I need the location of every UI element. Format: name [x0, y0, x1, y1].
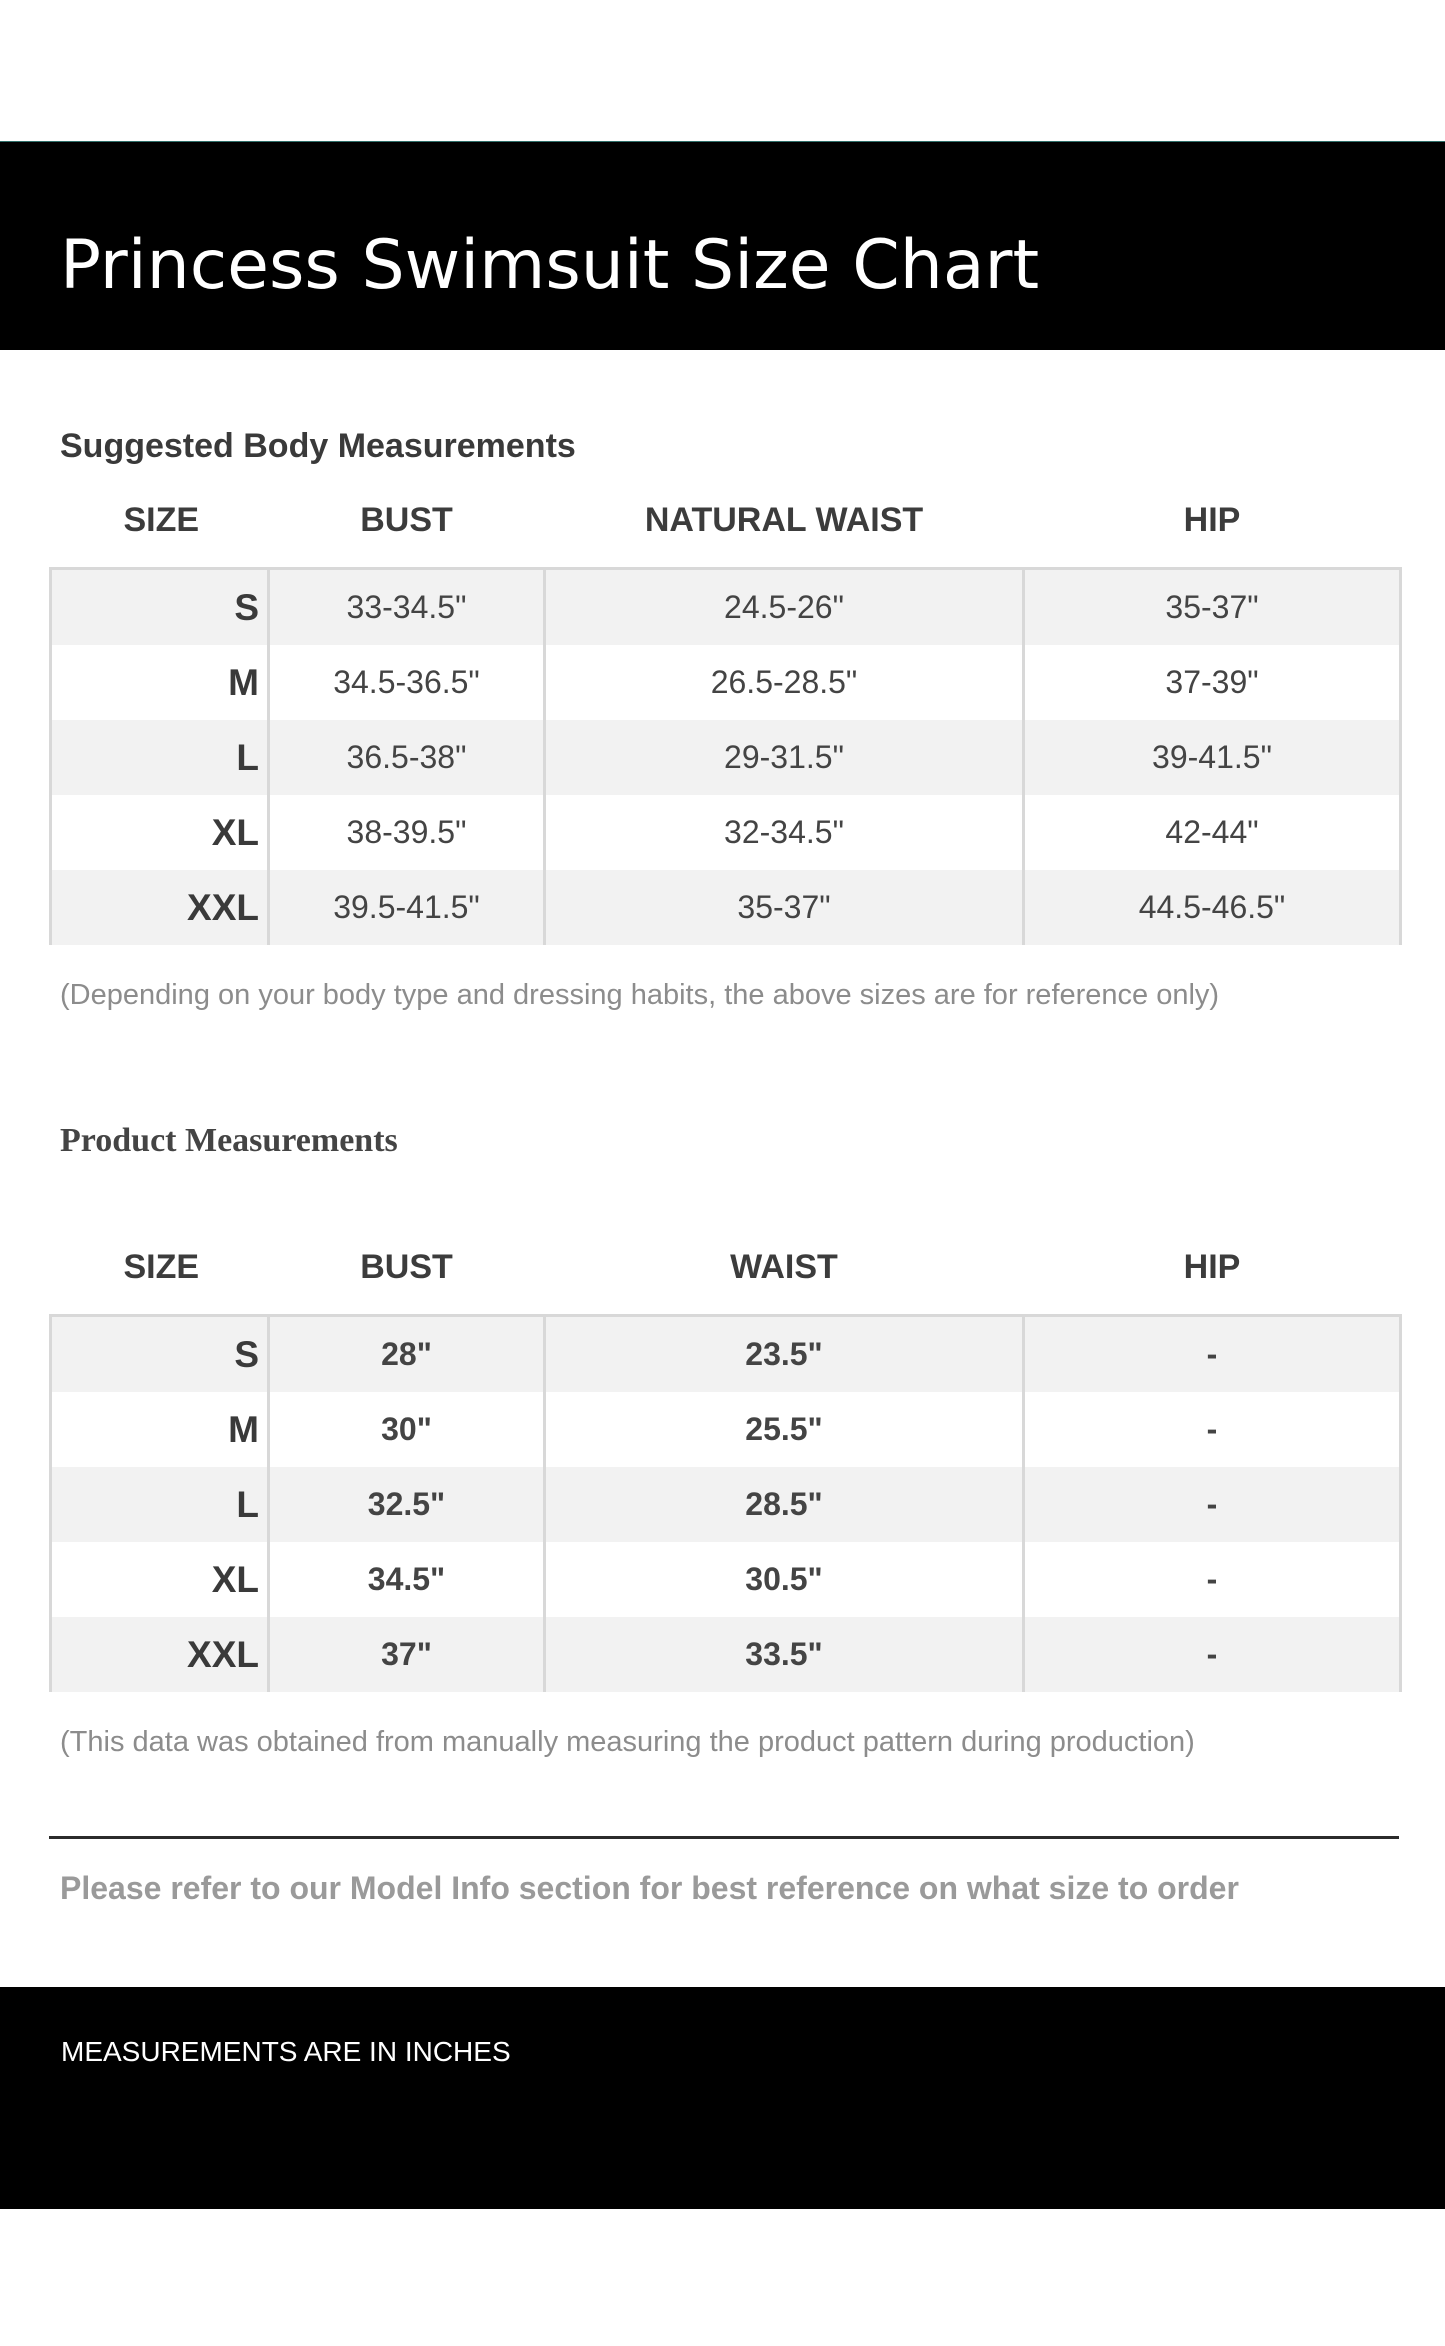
body-measurements-heading: Suggested Body Measurements [60, 427, 576, 465]
hip-cell: - [1024, 1542, 1401, 1617]
bust-cell: 32.5" [269, 1467, 545, 1542]
waist-cell: 29-31.5" [545, 720, 1024, 795]
bust-cell: 34.5" [269, 1542, 545, 1617]
column-header-hip: HIP [1024, 474, 1401, 569]
size-cell: M [51, 645, 269, 720]
waist-cell: 30.5" [545, 1542, 1024, 1617]
waist-cell: 28.5" [545, 1467, 1024, 1542]
bust-cell: 34.5-36.5" [269, 645, 545, 720]
column-header-bust: BUST [269, 1221, 545, 1316]
table-row [51, 870, 1401, 945]
hip-cell: - [1024, 1316, 1401, 1393]
size-cell: S [51, 569, 269, 646]
table-row [51, 1392, 1401, 1467]
bust-cell: 28" [269, 1316, 545, 1393]
table-row [51, 795, 1401, 870]
size-cell: L [51, 720, 269, 795]
size-cell: XL [51, 795, 269, 870]
size-cell: L [51, 1467, 269, 1542]
page-title: Princess Swimsuit Size Chart [60, 226, 1040, 305]
bust-cell: 33-34.5" [269, 569, 545, 646]
waist-cell: 25.5" [545, 1392, 1024, 1467]
waist-cell: 26.5-28.5" [545, 645, 1024, 720]
waist-cell: 24.5-26" [545, 569, 1024, 646]
product-measurements-heading: Product Measurements [60, 1122, 398, 1159]
hip-cell: 39-41.5" [1024, 720, 1401, 795]
column-header-waist: WAIST [545, 1221, 1024, 1316]
waist-cell: 23.5" [545, 1316, 1024, 1393]
table-row [51, 1617, 1401, 1692]
column-header-natural-waist: NATURAL WAIST [545, 474, 1024, 569]
body-measurements-table [49, 474, 1402, 945]
product-measurements-table [49, 1221, 1402, 1692]
size-cell: M [51, 1392, 269, 1467]
table-header-row [51, 1221, 1401, 1316]
product-measurements-note: (This data was obtained from manually measuring the product pattern during production) [60, 1726, 1195, 1758]
waist-cell: 33.5" [545, 1617, 1024, 1692]
hip-cell: - [1024, 1617, 1401, 1692]
bust-cell: 37" [269, 1617, 545, 1692]
bust-cell: 39.5-41.5" [269, 870, 545, 945]
body-measurements-note: (Depending on your body type and dressing habits, the above sizes are for reference only) [60, 979, 1220, 1011]
hip-cell: - [1024, 1392, 1401, 1467]
footer-banner [0, 1987, 1445, 2209]
table-row [51, 720, 1401, 795]
size-cell: XXL [51, 1617, 269, 1692]
table-row [51, 1542, 1401, 1617]
column-header-size: SIZE [51, 1221, 269, 1316]
size-cell: XXL [51, 870, 269, 945]
table-row [51, 569, 1401, 646]
waist-cell: 32-34.5" [545, 795, 1024, 870]
bust-cell: 36.5-38" [269, 720, 545, 795]
hip-cell: 37-39" [1024, 645, 1401, 720]
column-header-size: SIZE [51, 474, 269, 569]
table-row [51, 1316, 1401, 1393]
bust-cell: 38-39.5" [269, 795, 545, 870]
bust-cell: 30" [269, 1392, 545, 1467]
hip-cell: 42-44" [1024, 795, 1401, 870]
waist-cell: 35-37" [545, 870, 1024, 945]
size-cell: S [51, 1316, 269, 1393]
hip-cell: 44.5-46.5" [1024, 870, 1401, 945]
measurements-unit-note: MEASUREMENTS ARE IN INCHES [61, 2036, 511, 2067]
model-info-note: Please refer to our Model Info section for best reference on what size to order [60, 1870, 1239, 1906]
section-divider [49, 1836, 1399, 1839]
column-header-hip: HIP [1024, 1221, 1401, 1316]
table-row [51, 645, 1401, 720]
column-header-bust: BUST [269, 474, 545, 569]
hip-cell: - [1024, 1467, 1401, 1542]
size-cell: XL [51, 1542, 269, 1617]
table-header-row [51, 474, 1401, 569]
hip-cell: 35-37" [1024, 569, 1401, 646]
table-row [51, 1467, 1401, 1542]
